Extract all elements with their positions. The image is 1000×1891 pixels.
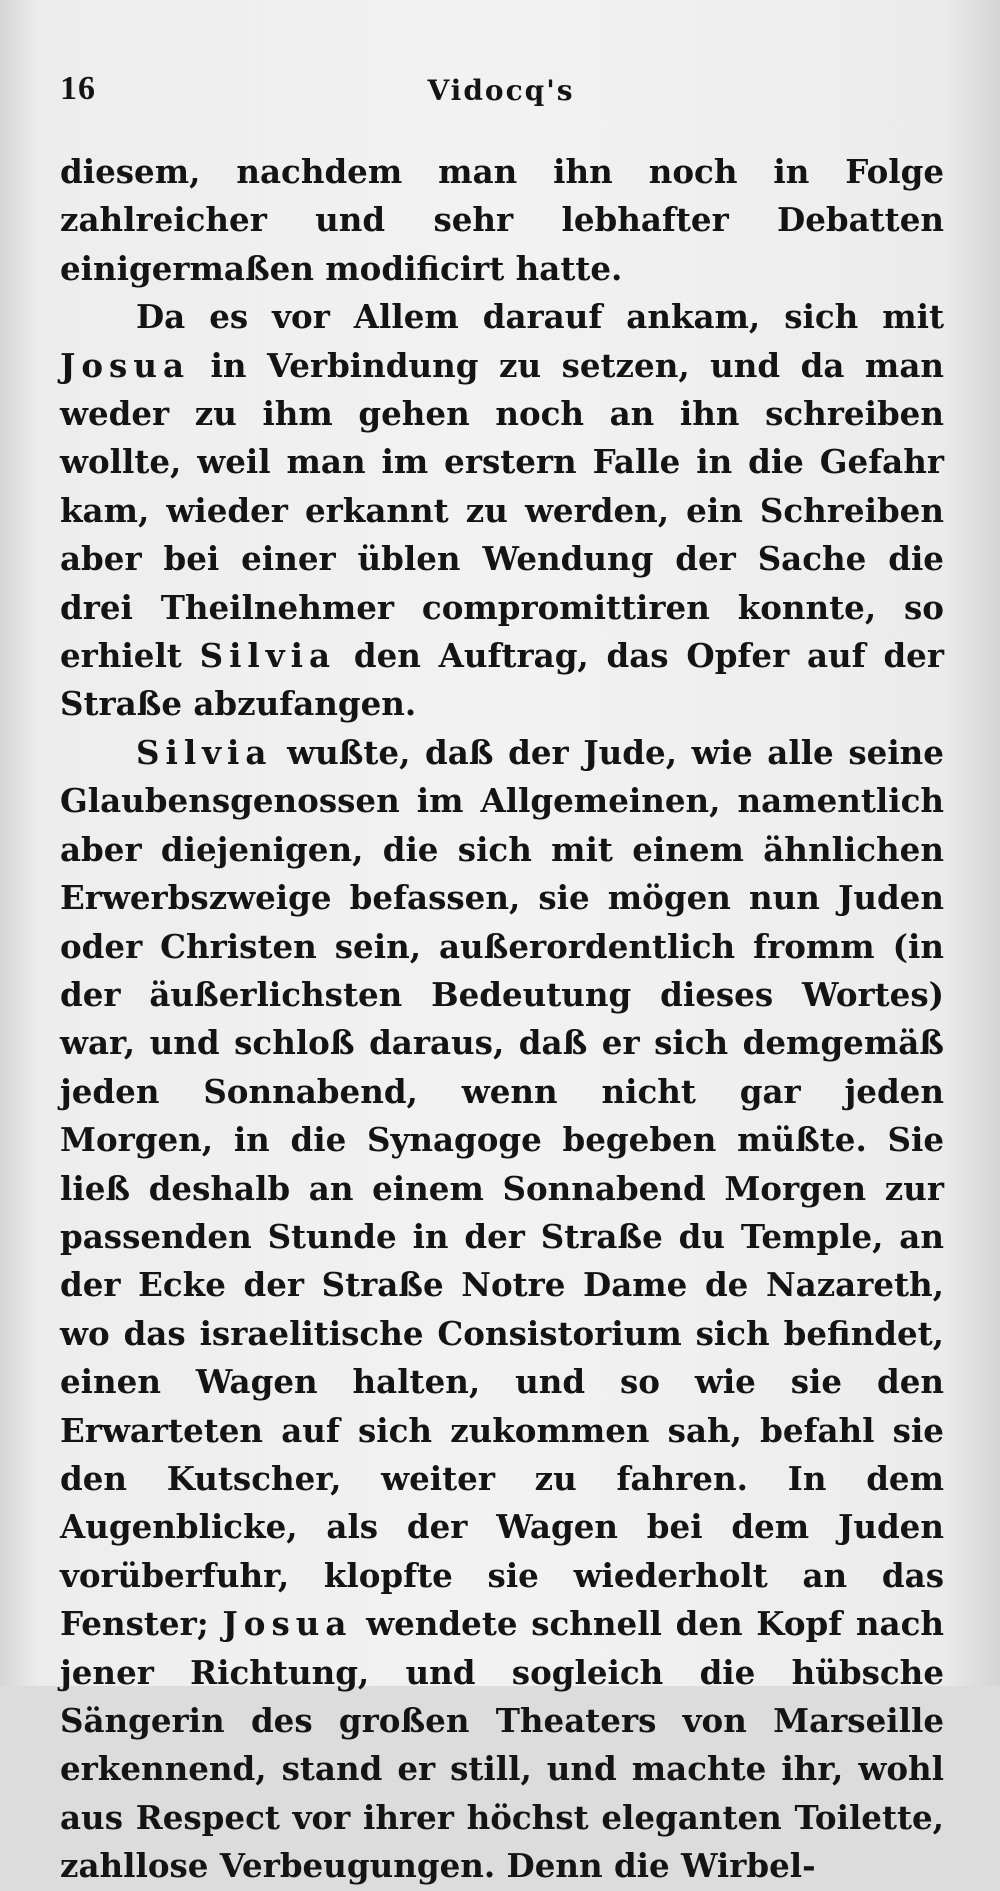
body-text [60,148,944,1891]
running-head: Vidocq's [427,74,575,107]
paragraph-3-text-a: wußte, daß der Jude, wie alle seine Glaubensgenossen im Allgemeinen, namentlich aber diejenigen, die sich mit einem ähnlichen Erwerbszweige befassen, sie mögen nun Juden oder Christen sein, außerordentlich fromm (in der äußerlichsten Bedeutung dieses Wortes) war, und schloß daraus, daß er sich demgemäß jeden Sonnabend, wenn nicht gar jeden Morgen, in die Synagoge begeben müßte. Sie ließ deshalb an einem Sonnabend Morgen zur passenden Stunde in der Straße du Temple, an der Ecke der Straße Notre Dame de Nazareth, wo das israelitische Consistorium sich befindet, einen Wagen halten, und so wie sie den Erwarteten auf sich zukommen sah, befahl sie den Kutscher, weiter zu fahren. In dem Augenblicke, als der Wagen bei dem Juden vorüberfuhr, klopfte sie wiederholt an das Fenster; [60,732,944,1644]
spaced-name-josua: Josua [222,1604,353,1644]
paragraph-2-text-c: den Auftrag, das Opfer auf der Straße abzufangen. [60,636,944,724]
paragraph-3-text-b: wendete schnell den Kopf nach jener Richtung, und sogleich die hübsche Sängerin des großen Theaters von Marseille erkennend, stand er still, und machte ihr, wohl aus Respect vor ihrer höchst eleganten Toilette, zahllose Verbeugungen. Denn die Wirbel- [60,1604,945,1886]
page-header [60,70,942,116]
page-number: 16 [60,70,96,107]
paragraph-2-text-a: Da es vor Allem darauf ankam, sich mit [136,297,944,337]
paragraph-1: diesem, nachdem man ihn noch in Folge zahlreicher und sehr lebhafter Debatten einigermaßen modificirt hatte. [60,152,944,288]
paragraph-2 [60,293,944,729]
spaced-name-josua: Josua [60,345,191,385]
paragraph-3 [60,729,944,1891]
paragraph-2-text-b: in Verbindung zu setzen, und da man weder zu ihm gehen noch an ihn schreiben wollte, weil man im erstern Falle in die Gefahr kam, wieder erkannt zu werden, ein Schreiben aber bei einer üblen Wendung der Sache die drei Theilnehmer compromittiren konnte, so erhielt [60,345,944,676]
spaced-name-silvia: Silvia [136,732,273,772]
spaced-name-silvia: Silvia [199,636,337,676]
